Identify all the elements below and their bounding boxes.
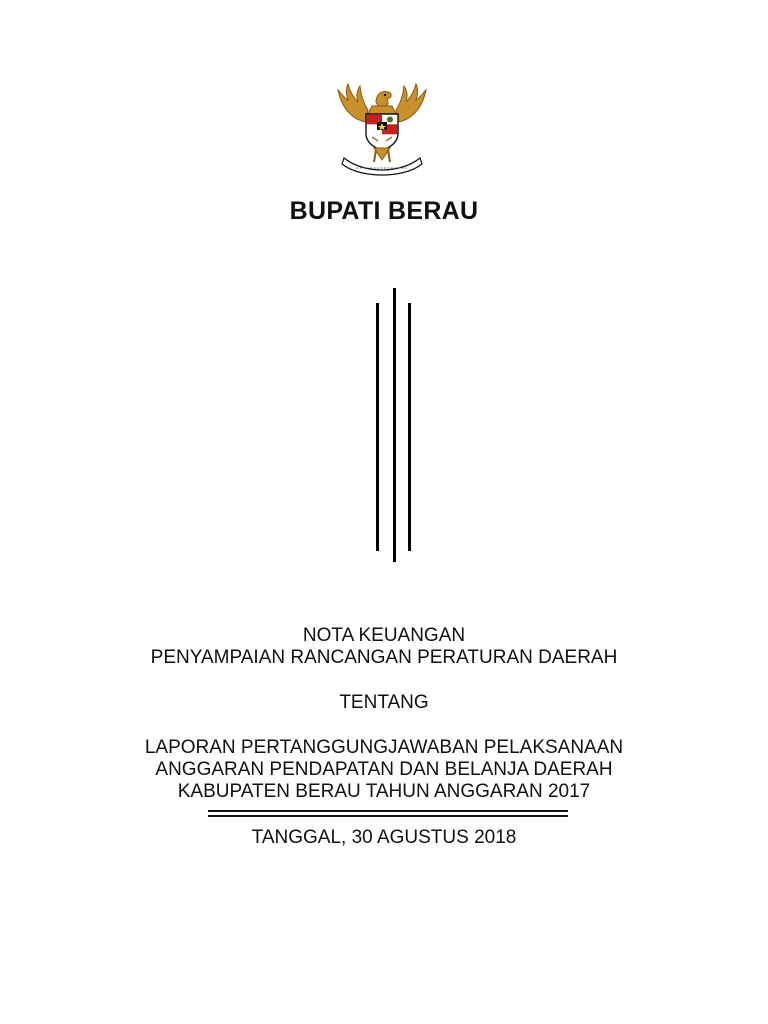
document-subject: [0, 737, 768, 803]
garuda-icon: [332, 80, 432, 176]
connector-text: TENTANG: [339, 692, 429, 713]
document-title: [0, 625, 768, 669]
garuda-pancasila-emblem: [332, 80, 432, 176]
subject-line-2: ANGGARAN PENDAPATAN DAN BELANJA DAERAH: [155, 759, 613, 780]
document-title-line-2: PENYAMPAIAN RANCANGAN PERATURAN DAERAH: [150, 647, 618, 668]
decorative-line-left: [376, 303, 379, 551]
subject-line-3: KABUPATEN BERAU TAHUN ANGGARAN 2017: [177, 781, 591, 802]
decorative-line-right: [408, 303, 411, 551]
document-connector: [0, 692, 768, 714]
double-divider: [208, 810, 568, 817]
date-text: TANGGAL, 30 AGUSTUS 2018: [251, 827, 517, 848]
decorative-line-center: [393, 288, 396, 562]
document-date: [0, 827, 768, 849]
document-title-line-1: NOTA KEUANGAN: [302, 625, 466, 646]
page-title: BUPATI BERAU: [289, 197, 479, 225]
subject-line-1: LAPORAN PERTANGGUNGJAWABAN PELAKSANAAN: [144, 737, 624, 758]
